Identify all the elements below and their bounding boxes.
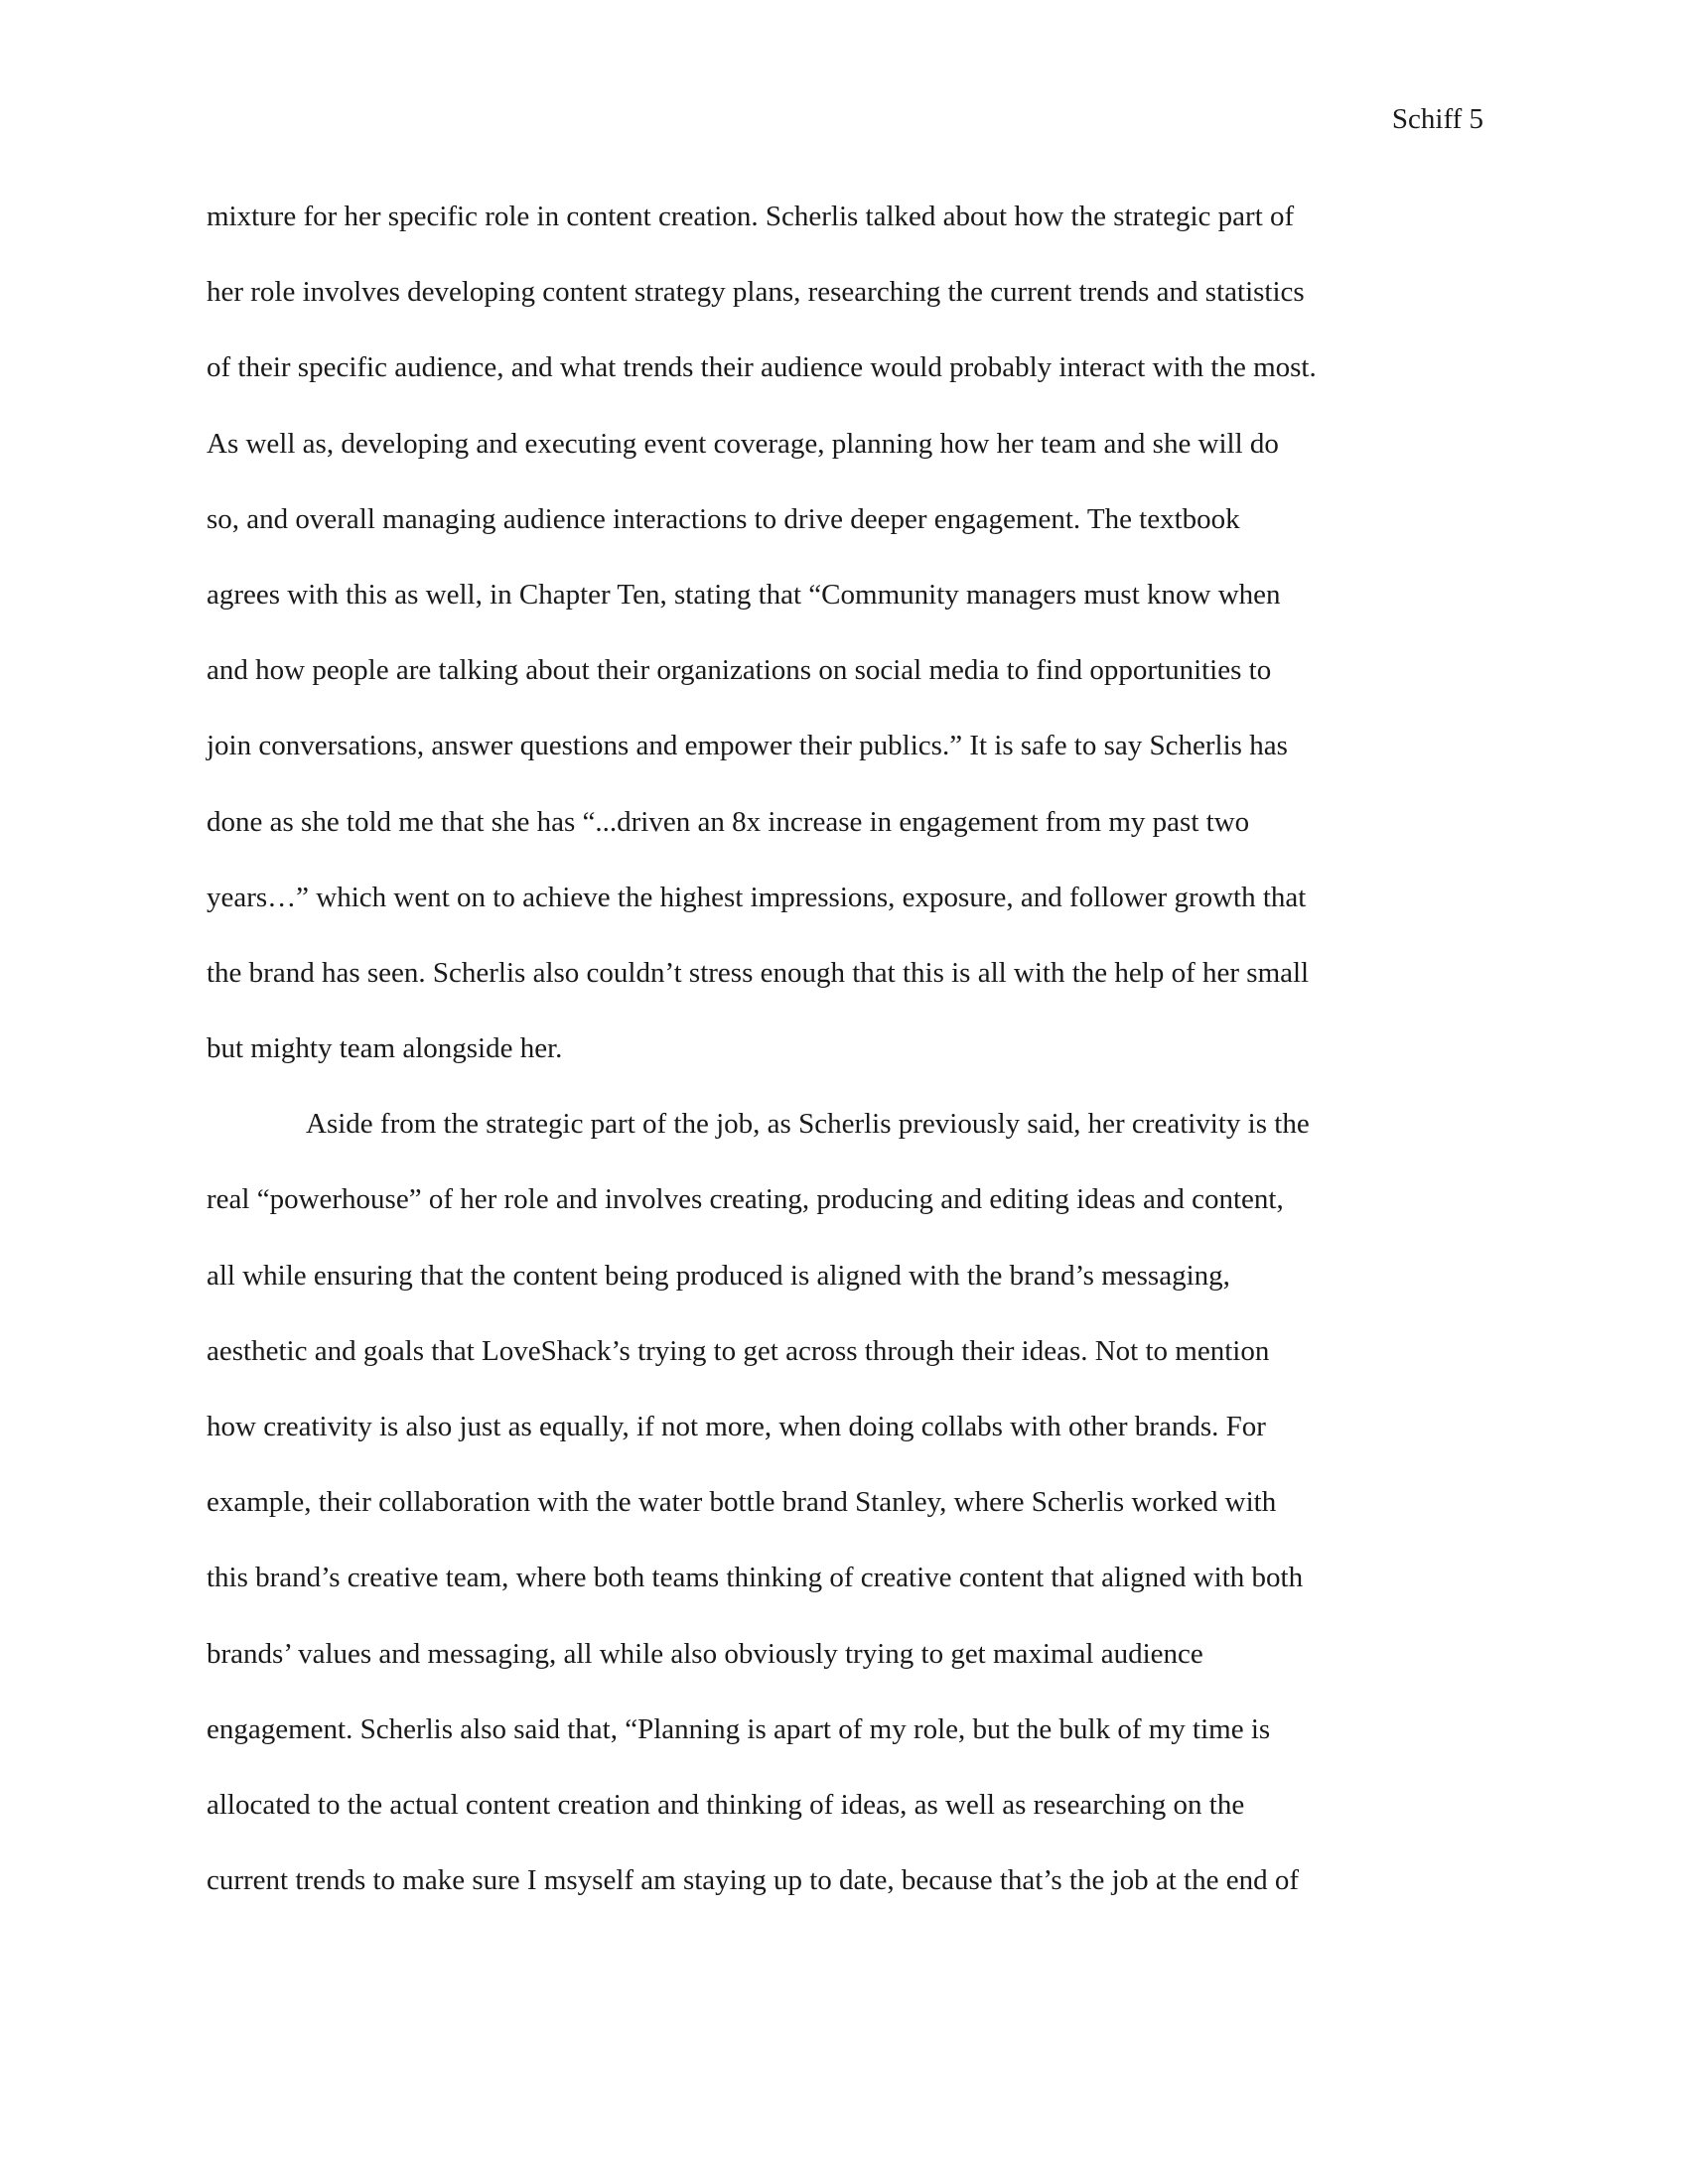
text-line: but mighty team alongside her. bbox=[207, 1032, 563, 1065]
text-line: brands’ values and messaging, all while also obviously trying to get maximal audience bbox=[207, 1637, 1203, 1670]
text-line: allocated to the actual content creation and thinking of ideas, as well as researching on the bbox=[207, 1788, 1245, 1821]
text-line: of their specific audience, and what trends their audience would probably interact with the most. bbox=[207, 351, 1317, 384]
text-line: example, their collaboration with the water bottle brand Stanley, where Scherlis worked with bbox=[207, 1486, 1277, 1519]
text-line: how creativity is also just as equally, if not more, when doing collabs with other brands. For bbox=[207, 1411, 1266, 1442]
text-line: aesthetic and goals that LoveShack’s trying to get across through their ideas. Not to mention bbox=[207, 1334, 1270, 1367]
paragraph-first-line: Aside from the strategic part of the job, as Scherlis previously said, her creativity is the bbox=[306, 1108, 1310, 1141]
text-line: join conversations, answer questions and empower their publics.” It is safe to say Scherlis has bbox=[207, 730, 1288, 762]
text-line: the brand has seen. Scherlis also couldn’t stress enough that this is all with the help of her small bbox=[207, 956, 1310, 989]
text-line: mixture for her specific role in content creation. Scherlis talked about how the strategic part of bbox=[207, 201, 1295, 232]
text-line: all while ensuring that the content being produced is aligned with the brand’s messaging, bbox=[207, 1259, 1230, 1292]
body-text bbox=[207, 199, 1487, 1938]
text-line: engagement. Scherlis also said that, “Planning is apart of my role, but the bulk of my time is bbox=[207, 1712, 1271, 1745]
text-line: so, and overall managing audience interactions to drive deeper engagement. The textbook bbox=[207, 502, 1240, 535]
text-line: this brand’s creative team, where both teams thinking of creative content that aligned with both bbox=[207, 1562, 1304, 1594]
text-line: As well as, developing and executing event coverage, planning how her team and she will do bbox=[207, 427, 1279, 460]
text-line: current trends to make sure I msyself am staying up to date, because that’s the job at the end of bbox=[207, 1864, 1300, 1897]
text-line: done as she told me that she has “...driven an 8x increase in engagement from my past two bbox=[207, 805, 1250, 838]
text-line: her role involves developing content strategy plans, researching the current trends and statistics bbox=[207, 276, 1305, 309]
running-head: Schiff 5 bbox=[1391, 103, 1483, 135]
text-line: real “powerhouse” of her role and involves creating, producing and editing ideas and content, bbox=[207, 1183, 1284, 1216]
text-line: years…” which went on to achieve the highest impressions, exposure, and follower growth that bbox=[207, 881, 1307, 913]
text-line: agrees with this as well, in Chapter Ten, stating that “Community managers must know when bbox=[207, 578, 1281, 611]
text-line: and how people are talking about their organizations on social media to find opportunities to bbox=[207, 654, 1272, 687]
